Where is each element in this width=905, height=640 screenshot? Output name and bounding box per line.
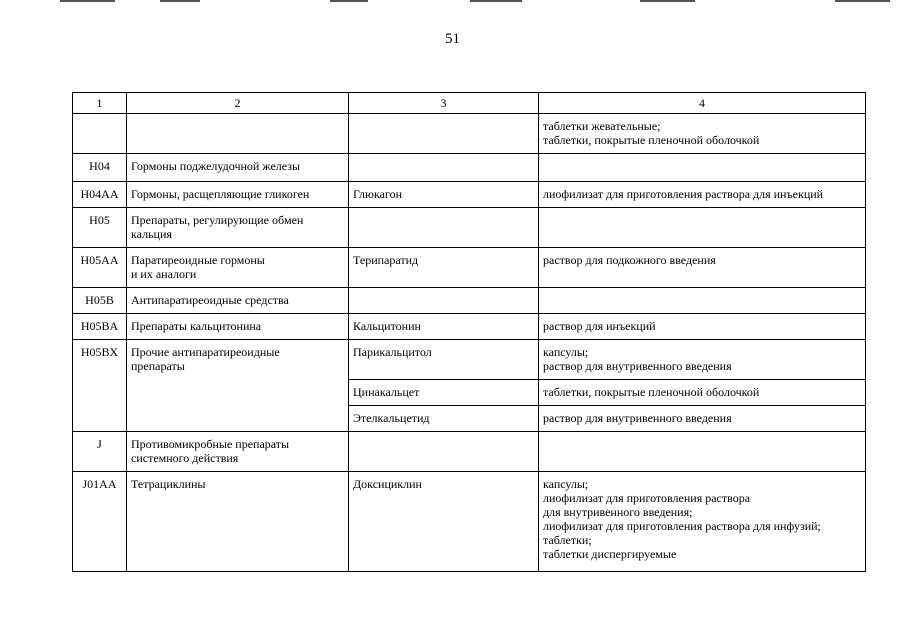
drug-table <box>72 92 866 572</box>
drug-name-cell <box>349 114 539 154</box>
atc-group-line: Гормоны, расщепляющие гликоген <box>131 187 310 201</box>
atc-group-line: Противомикробные препараты <box>131 437 290 451</box>
atc-code-cell: H05BA <box>73 314 127 340</box>
dosage-form-cell <box>539 154 866 182</box>
table-row <box>73 432 866 472</box>
drug-name-cell: Глюкагон <box>349 182 539 208</box>
dosage-form-cell <box>539 208 866 248</box>
column-header-2: 2 <box>127 93 349 114</box>
drug-name-cell: Парикальцитол <box>349 340 539 380</box>
drug-name-cell: Доксициклин <box>349 472 539 572</box>
dosage-form-line: лиофилизат для приготовления раствора для инфузий; <box>543 519 821 533</box>
dosage-form-line: таблетки диспергируемые <box>543 547 677 561</box>
atc-code-cell: H05B <box>73 288 127 314</box>
dosage-form-line: раствор для подкожного введения <box>543 253 716 267</box>
dosage-form-cell <box>539 314 866 340</box>
atc-code-cell <box>73 114 127 154</box>
atc-code-cell: H04 <box>73 154 127 182</box>
atc-group-line: Прочие антипаратиреоидные <box>131 345 280 359</box>
drug-name-cell: Этелкальцетид <box>349 406 539 432</box>
column-header-1: 1 <box>73 93 127 114</box>
dosage-form-cell <box>539 288 866 314</box>
dosage-form-line: таблетки, покрытые пленочной оболочкой <box>543 133 760 147</box>
atc-group-cell <box>127 182 349 208</box>
atc-group-cell <box>127 248 349 288</box>
atc-group-cell <box>127 432 349 472</box>
dosage-form-line: раствор для внутривенного введения <box>543 411 732 425</box>
dosage-form-line: раствор для внутривенного введения <box>543 359 732 373</box>
atc-group-cell <box>127 208 349 248</box>
atc-group-line: Препараты, регулирующие обмен <box>131 213 304 227</box>
page-number: 51 <box>445 31 460 47</box>
atc-code-cell: J <box>73 432 127 472</box>
atc-code-cell: H05BX <box>73 340 127 432</box>
dosage-form-line: лиофилизат для приготовления раствора для инъекций <box>543 187 824 201</box>
column-header-3: 3 <box>349 93 539 114</box>
drug-name-cell <box>349 154 539 182</box>
dosage-form-line: лиофилизат для приготовления раствора <box>543 491 751 505</box>
atc-group-cell <box>127 114 349 154</box>
atc-group-cell <box>127 340 349 432</box>
atc-group-line: кальция <box>131 227 172 241</box>
dosage-form-line: капсулы; <box>543 345 589 359</box>
atc-group-cell <box>127 472 349 572</box>
drug-name-cell: Терипаратид <box>349 248 539 288</box>
atc-code-cell: H05AA <box>73 248 127 288</box>
atc-group-line: Антипаратиреоидные средства <box>131 293 289 307</box>
table-row <box>73 114 866 154</box>
drug-name-cell <box>349 432 539 472</box>
dosage-form-cell <box>539 182 866 208</box>
atc-group-cell <box>127 314 349 340</box>
atc-code-cell: H04AA <box>73 182 127 208</box>
table-row <box>73 288 866 314</box>
atc-group-line: Гормоны поджелудочной железы <box>131 159 301 173</box>
drug-name-cell <box>349 288 539 314</box>
table-row <box>73 154 866 182</box>
dosage-form-line: таблетки жевательные; <box>543 119 661 133</box>
dosage-form-line: раствор для инъекций <box>543 319 656 333</box>
table-row <box>73 340 866 380</box>
dosage-form-line: таблетки, покрытые пленочной оболочкой <box>543 385 760 399</box>
table-row <box>73 182 866 208</box>
column-header-4: 4 <box>539 93 866 114</box>
dosage-form-cell <box>539 472 866 572</box>
dosage-form-cell <box>539 380 866 406</box>
atc-group-cell <box>127 154 349 182</box>
atc-group-line: Препараты кальцитонина <box>131 319 262 333</box>
drug-name-cell <box>349 208 539 248</box>
dosage-form-line: таблетки; <box>543 533 592 547</box>
dosage-form-line: для внутривенного введения; <box>543 505 693 519</box>
atc-group-line: препараты <box>131 359 185 373</box>
drug-name-cell: Кальцитонин <box>349 314 539 340</box>
dosage-form-cell <box>539 248 866 288</box>
dosage-form-cell <box>539 432 866 472</box>
table-header-row <box>73 93 866 114</box>
table-row <box>73 248 866 288</box>
atc-code-cell: J01AA <box>73 472 127 572</box>
dosage-form-line: капсулы; <box>543 477 589 491</box>
table-row <box>73 314 866 340</box>
dosage-form-cell <box>539 114 866 154</box>
atc-group-line: Тетрациклины <box>131 477 206 491</box>
dosage-form-cell <box>539 340 866 380</box>
atc-group-line: и их аналоги <box>131 267 197 281</box>
atc-group-cell <box>127 288 349 314</box>
dosage-form-cell <box>539 406 866 432</box>
atc-group-line: системного действия <box>131 451 239 465</box>
atc-group-line: Паратиреоидные гормоны <box>131 253 265 267</box>
table-row <box>73 472 866 572</box>
table-row <box>73 208 866 248</box>
drug-name-cell: Цинакальцет <box>349 380 539 406</box>
atc-code-cell: H05 <box>73 208 127 248</box>
table-body <box>73 114 866 572</box>
